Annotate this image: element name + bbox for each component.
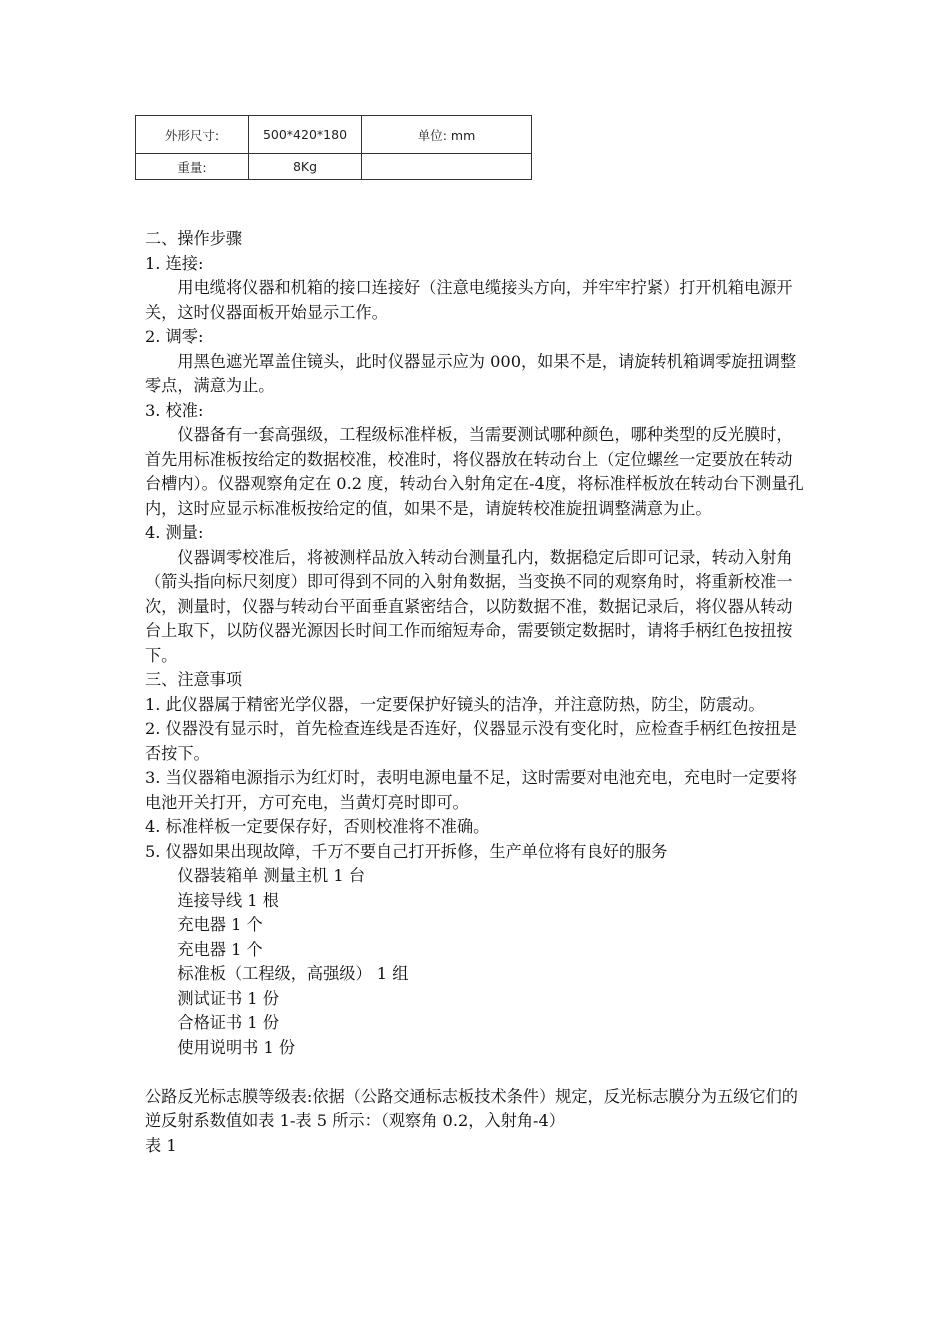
step-body-connect: 用电缆将仪器和机箱的接口连接好（注意电缆接头方向，并牢牢拧紧）打开机箱电源开关，这时仪器面板开始显示工作。 <box>145 278 793 322</box>
table-label: 表 1 <box>145 1135 177 1155</box>
grade-intro: 公路反光标志膜等级表:依据（公路交通标志板技术条件）规定，反光标志膜分为五级它们的逆反射系数值如表 1-表 5 所示：（观察角 0.2，入射角-4） <box>145 1086 798 1130</box>
step-body-calibrate: 仪器备有一套高强级，工程级标准样板，当需要测试哪种颜色，哪种类型的反光膜时，首先用标准板按给定的数据校准，校准时，将仪器放在转动台上（定位螺丝一定要放在转动台槽内）。仪器观察角定在 0.2 度，转动台入射角定在-4度，将标准样板放在转动台下测量孔内，这时应显示标准板按给定的值，如果不是，请旋转校准旋扭调整满意为止。 <box>145 425 804 518</box>
spec-row-weight <box>136 154 532 180</box>
note-item: 3. 当仪器箱电源指示为红灯时，表明电源电量不足，这时需要对电池充电，充电时一定要将电池开关打开，方可充电，当黄灯亮时即可。 <box>145 768 797 812</box>
step-title-zero: 2. 调零: <box>145 327 204 346</box>
unit-label: 单位: mm <box>362 116 532 154</box>
packing-list-item: 仪器装箱单 测量主机 1 台 <box>177 866 366 885</box>
packing-list-item: 连接导线 1 根 <box>177 890 279 910</box>
step-title-measure: 4. 测量: <box>145 523 204 542</box>
packing-list-item: 标准板（工程级，高强级） 1 组 <box>177 964 409 983</box>
section-heading-operation: 二、操作步骤 <box>145 229 243 248</box>
weight-label: 重量: <box>136 154 249 180</box>
spec-row-dimension <box>136 116 532 154</box>
note-item: 2. 仪器没有显示时，首先检查连线是否连好，仪器显示没有变化时，应检查手柄红色按扭是否按下。 <box>145 719 797 763</box>
packing-list-item: 测试证书 1 份 <box>177 988 279 1008</box>
step-body-measure: 仪器调零校准后，将被测样品放入转动台测量孔内，数据稳定后即可记录，转动入射角（箭头指向标尺刻度）即可得到不同的入射角数据，当变换不同的观察角时，将重新校准一次，测量时，仪器与转动台平面垂直紧密结合，以防数据不准，数据记录后，将仪器从转动台上取下，以防仪器光源因长时间工作而缩短寿命，需要锁定数据时，请将手柄红色按扭按下。 <box>145 547 793 665</box>
spec-table <box>135 115 532 180</box>
packing-list-item: 充电器 1 个 <box>177 939 263 959</box>
step-title-calibrate: 3. 校准: <box>145 400 204 420</box>
document-body <box>145 227 805 1158</box>
packing-list-item: 合格证书 1 份 <box>177 1013 279 1032</box>
section-heading-notes: 三、注意事项 <box>145 670 243 689</box>
step-body-zero: 用黑色遮光罩盖住镜头，此时仪器显示应为 000，如果不是，请旋转机箱调零旋扭调整零点，满意为止。 <box>145 351 797 395</box>
empty-cell <box>362 154 532 180</box>
packing-list-item: 充电器 1 个 <box>177 915 263 934</box>
dimension-label: 外形尺寸: <box>136 116 249 154</box>
weight-value: 8Kg <box>249 154 362 180</box>
spacer <box>145 1060 805 1085</box>
step-title-connect: 1. 连接: <box>145 253 204 273</box>
dimension-value: 500*420*180 <box>249 116 362 154</box>
note-item: 1. 此仪器属于精密光学仪器，一定要保护好镜头的洁净，并注意防热，防尘，防震动。 <box>145 694 765 714</box>
packing-list-item: 使用说明书 1 份 <box>177 1037 296 1057</box>
note-item: 5. 仪器如果出现故障，千万不要自己打开拆修，生产单位将有良好的服务 <box>145 841 668 861</box>
note-item: 4. 标准样板一定要保存好，否则校准将不准确。 <box>145 817 490 836</box>
